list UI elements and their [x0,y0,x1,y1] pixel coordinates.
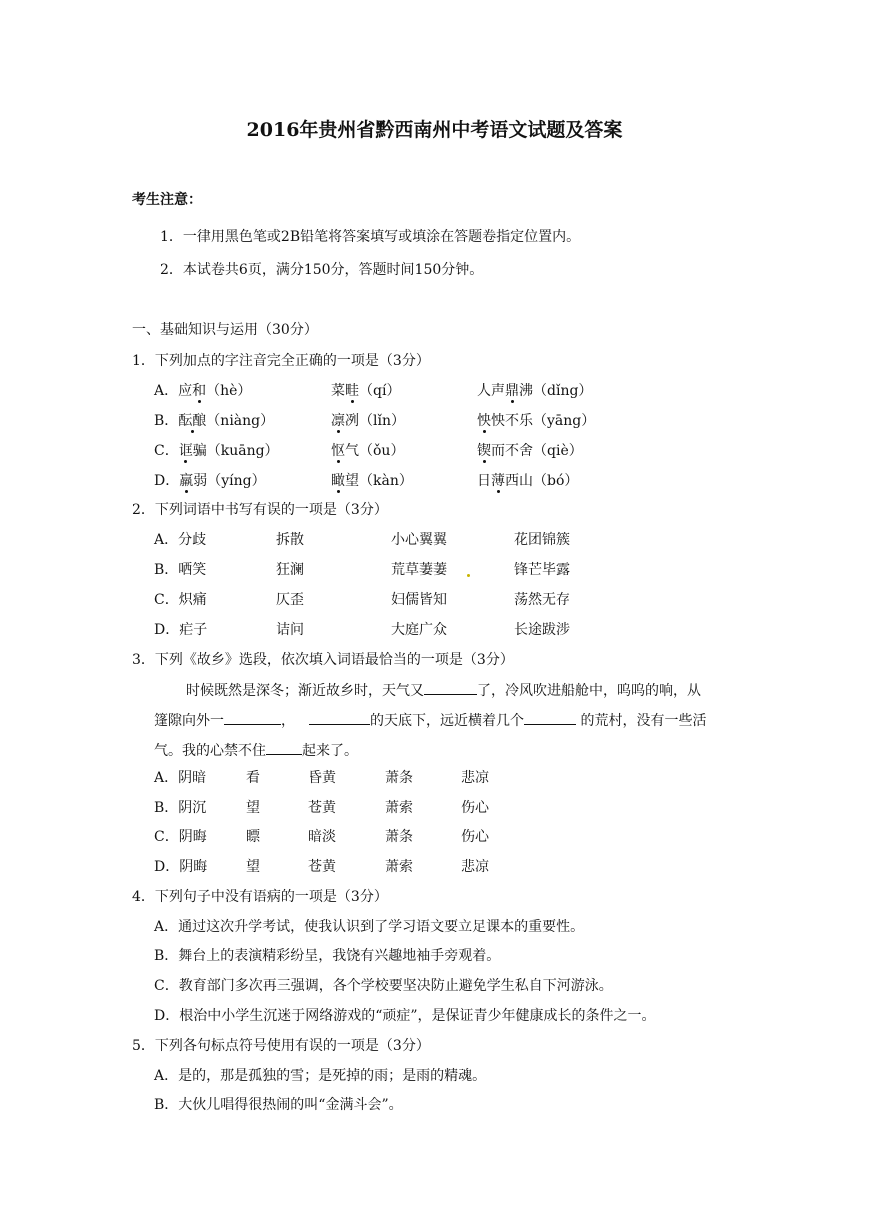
q1-d2-dotted-char: 瞰 [331,473,345,489]
fill-blank-3[interactable] [309,710,370,725]
fill-blank-4[interactable] [524,710,576,725]
q3-text: 的天底下，远近横着几个 [370,713,524,729]
q3-b-1: B．阴沉 [154,800,207,816]
q2-d-2: 诘问 [276,622,304,638]
q1-a-pinyin: （hè） [206,383,252,399]
q1-c3-dotted-char: 锲 [477,443,491,459]
q3-c-2: 瞟 [246,829,260,845]
q2-a-4: 花团锦簇 [514,532,570,548]
q2-d-3: 大庭广众 [391,622,447,638]
q1-a2-char: 菜 [331,383,345,399]
q1-c2-dotted-char: 怄 [331,443,345,459]
q1-option-a-3 [477,382,592,400]
q3-b-3: 苍黄 [308,800,336,816]
q2-b-4: 锋芒毕露 [514,562,570,578]
q3-c-5: 伤心 [461,829,489,845]
q3-text: 气。我的心禁不住 [154,743,266,759]
q2-c-4: 荡然无存 [514,592,570,608]
q1-b-prefix: B． [154,413,179,429]
q1-option-d-3 [477,472,578,490]
q1-d-dotted-char: 羸 [179,473,194,489]
q3-b-5: 伤心 [461,800,489,816]
q2-c-1: C．炽痛 [154,592,207,608]
q3-b-2: 望 [246,800,260,816]
q1-d3-prefix: 日 [477,473,491,489]
q3-a-3: 昏黄 [308,770,336,786]
q1-option-b-3 [477,412,595,430]
q1-a3-rest: 沸（dǐng） [519,383,593,399]
q3-stem: 3．下列《故乡》选段，依次填入词语最恰当的一项是（3分） [132,652,514,668]
q3-c-1: C．阴晦 [154,829,207,845]
q2-stem: 2．下列词语中书写有误的一项是（3分） [132,502,388,518]
q1-option-c-1 [154,442,279,460]
q3-d-1: D．阴晦 [154,859,208,875]
q3-text: 起来了。 [302,743,358,759]
q1-option-b-2 [331,412,405,430]
q1-option-d-2 [331,472,413,490]
q3-a-2: 看 [246,770,260,786]
q1-c2-rest: 气（ǒu） [345,443,405,459]
q3-text: 的荒村，没有一些活 [576,713,707,729]
q3-d-4: 萧索 [385,859,413,875]
q4-option-c: C．教育部门多次再三强调，各个学校要坚决防止避免学生私自下河游泳。 [154,978,613,994]
q1-option-a-2 [331,382,400,400]
q4-stem: 4．下列句子中没有语病的一项是（3分） [132,889,388,905]
q3-passage-line-1 [186,680,701,700]
q3-c-3: 暗淡 [308,829,336,845]
q3-c-4: 萧条 [385,829,413,845]
q1-b-pinyin: （niàng） [206,413,275,429]
q2-c-2: 仄歪 [276,592,304,608]
q1-stem: 1．下列加点的字注音完全正确的一项是（3分） [132,353,430,369]
q3-text: 篷隙向外一 [154,713,224,729]
q2-b-1: B．哂笑 [154,562,207,578]
q1-d-prefix: D． [154,473,180,489]
q3-text: ， [281,713,295,729]
q1-d-rest: 弱（yíng） [193,473,266,489]
q2-b-2: 狂澜 [276,562,304,578]
fill-blank-2[interactable] [224,710,281,725]
q2-c-3: 妇儒皆知 [391,592,447,608]
notice-item-1: 1．一律用黑色笔或2B铅笔将答案填写或填涂在答题卷指定位置内。 [160,229,581,245]
section-heading: 一、基础知识与运用（30分） [132,322,318,338]
q1-a2-pinyin: （qí） [359,383,401,399]
q1-b-dotted-word: 酝酿 [178,413,207,429]
q1-option-b-1 [154,412,274,430]
notice-heading: 考生注意： [132,192,202,208]
q3-d-2: 望 [246,859,260,875]
q2-b-3: 荒草萋萋 [391,562,447,578]
q1-c-prefix: C． [154,443,179,459]
q3-b-4: 萧索 [385,800,413,816]
q1-option-c-3 [477,442,583,460]
q1-d3-dotted-char: 薄 [491,473,505,489]
fill-blank-5[interactable] [266,740,302,755]
q2-a-2: 拆散 [276,532,304,548]
q3-d-5: 悲凉 [461,859,489,875]
q1-d3-rest: 西山（bó） [505,473,579,489]
q3-passage-line-2 [154,710,706,730]
q1-c3-rest: 而不舍（qiè） [491,443,583,459]
q4-option-d: D．根治中小学生沉迷于网络游戏的“顽症”，是保证青少年健康成长的条件之一。 [154,1008,656,1024]
q3-passage-line-3 [154,740,358,760]
q3-text: 了，冷风吹进船舱中，呜呜的响，从 [477,683,701,699]
notice-item-2: 2．本试卷共6页，满分150分，答题时间150分钟。 [160,262,484,278]
q1-c-rest: 骗（kuāng） [192,443,279,459]
q1-a3-prefix: 人声 [477,383,505,399]
q1-d2-rest: 望（kàn） [345,473,413,489]
q1-c-dotted-char: 诓 [178,443,193,459]
q2-d-1: D．疟子 [154,622,208,638]
q1-b2-rest: 冽（lǐn） [345,413,405,429]
q5-option-a: A．是的，那是孤独的雪；是死掉的雨；是雨的精魂。 [154,1068,487,1084]
q3-a-5: 悲凉 [461,770,489,786]
q1-a3-dotted-char: 鼎 [505,383,519,399]
q2-d-4: 长途跋涉 [514,622,570,638]
q5-option-b: B．大伙儿唱得很热闹的叫“金满斗会”。 [154,1097,403,1113]
q1-a2-dotted-char: 畦 [345,383,359,399]
q2-a-1: A．分歧 [154,532,207,548]
q1-b3-dotted-char: 怏 [477,413,491,429]
q3-d-3: 苍黄 [308,859,336,875]
q1-b3-rest: 怏不乐（yāng） [491,413,596,429]
q5-stem: 5．下列各句标点符号使用有误的一项是（3分） [132,1038,430,1054]
fill-blank-1[interactable] [424,680,477,695]
q2-a-3: 小心翼翼 [391,532,447,548]
q4-option-a: A．通过这次升学考试，使我认识到了学习语文要立足课本的重要性。 [154,919,585,935]
q1-option-a-1 [154,382,251,400]
q3-text: 时候既然是深冬；渐近故乡时，天气又 [186,683,424,699]
q1-b2-dotted-char: 凛 [331,413,345,429]
q1-a-prefix: A．应 [154,383,193,399]
q1-option-d-1 [154,472,266,490]
q3-a-1: A．阴暗 [154,770,207,786]
page-title: 2016年贵州省黔西南州中考语文试题及答案 [246,119,623,141]
stray-mark [467,574,470,577]
q1-a-dotted-char: 和 [192,383,207,399]
q3-a-4: 萧条 [385,770,413,786]
q1-option-c-2 [331,442,404,460]
q4-option-b: B．舞台上的表演精彩纷呈，我饶有兴趣地袖手旁观着。 [154,948,501,964]
